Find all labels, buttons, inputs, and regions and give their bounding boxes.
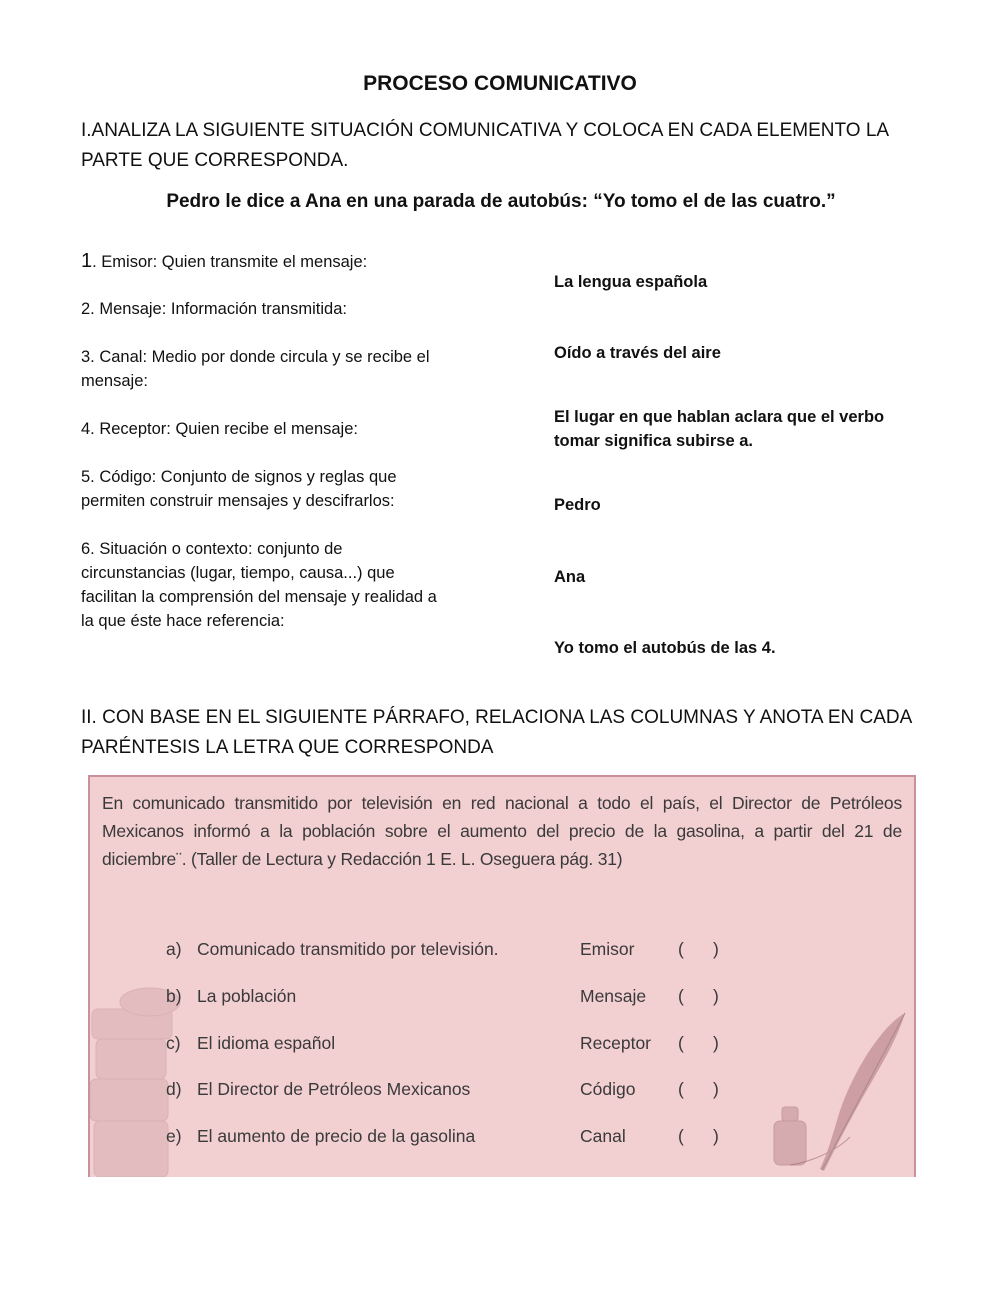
answer-option[interactable]: La lengua española bbox=[554, 273, 708, 291]
row-element: Código bbox=[580, 1079, 636, 1099]
row-letter: a) bbox=[166, 939, 182, 959]
element-mensaje: 2. Mensaje: Información transmitida: bbox=[81, 300, 347, 318]
row-item: La población bbox=[197, 986, 297, 1006]
element-receptor: 4. Receptor: Quien recibe el mensaje: bbox=[81, 420, 358, 438]
row-element: Canal bbox=[580, 1126, 626, 1146]
answer-option[interactable]: Yo tomo el autobús de las 4. bbox=[554, 639, 776, 657]
row-item: El idioma español bbox=[197, 1033, 336, 1053]
answer-option[interactable]: Oído a través del aire bbox=[554, 344, 721, 362]
answer-parenthesis[interactable]: ( ) bbox=[678, 1126, 719, 1146]
row-item: Comunicado transmitido por televisión. bbox=[197, 939, 499, 959]
row-item: El aumento de precio de la gasolina bbox=[197, 1126, 476, 1146]
element-number: 1 bbox=[81, 250, 93, 272]
page-title: PROCESO COMUNICATIVO bbox=[363, 72, 637, 95]
row-letter: b) bbox=[166, 986, 182, 1006]
matching-panel bbox=[88, 775, 916, 1177]
element-situacion: 6. Situación o contexto: conjunto de circunstancias (lugar, tiempo, causa...) que facilitan la comprensión del mensaje y realidad a la que éste hace referencia: bbox=[81, 540, 437, 630]
answer-parenthesis[interactable]: ( ) bbox=[678, 1033, 719, 1053]
row-letter: d) bbox=[166, 1079, 182, 1099]
row-element: Receptor bbox=[580, 1033, 652, 1053]
element-text: . Emisor: Quien transmite el mensaje: bbox=[92, 253, 368, 271]
element-emisor bbox=[81, 249, 451, 274]
row-element: Mensaje bbox=[580, 986, 647, 1006]
answer-option[interactable]: Pedro bbox=[554, 496, 601, 514]
element-codigo: 5. Código: Conjunto de signos y reglas que permiten construir mensajes y descifrarlos: bbox=[81, 468, 397, 510]
section-2-heading: II. CON BASE EN EL SIGUIENTE PÁRRAFO, RELACIONA LAS COLUMNAS Y ANOTA EN CADA PARÉNTESIS LA LETRA QUE CORRESPONDA bbox=[81, 707, 912, 758]
answer-option[interactable]: Ana bbox=[554, 568, 586, 586]
ink-bottle-icon bbox=[774, 1107, 806, 1165]
answer-parenthesis[interactable]: ( ) bbox=[678, 986, 719, 1006]
row-letter: c) bbox=[166, 1033, 181, 1053]
section-1-heading: I.ANALIZA LA SIGUIENTE SITUACIÓN COMUNICATIVA Y COLOCA EN CADA ELEMENTO LA PARTE QUE CORRESPONDA. bbox=[81, 120, 889, 171]
answer-parenthesis[interactable]: ( ) bbox=[678, 1079, 719, 1099]
source-paragraph: En comunicado transmitido por televisión en red nacional a todo el país, el Director de Petróleos Mexicanos informó a la población sobre el aumento del precio de la gasolina, a partir del 21 de diciembre¨. (Taller de Lectura y Redacción 1 E. L. Oseguera pág. 31) bbox=[102, 793, 902, 869]
quill-icon bbox=[790, 1013, 905, 1171]
row-item: El Director de Petróleos Mexicanos bbox=[197, 1079, 471, 1099]
answer-option[interactable]: El lugar en que hablan aclara que el verbo tomar significa subirse a. bbox=[554, 408, 885, 450]
situation-text: Pedro le dice a Ana en una parada de autobús: “Yo tomo el de las cuatro.” bbox=[166, 191, 836, 212]
row-element: Emisor bbox=[580, 939, 635, 959]
element-canal: 3. Canal: Medio por donde circula y se recibe el mensaje: bbox=[81, 348, 430, 390]
row-letter: e) bbox=[166, 1126, 182, 1146]
answer-parenthesis[interactable]: ( ) bbox=[678, 939, 719, 959]
